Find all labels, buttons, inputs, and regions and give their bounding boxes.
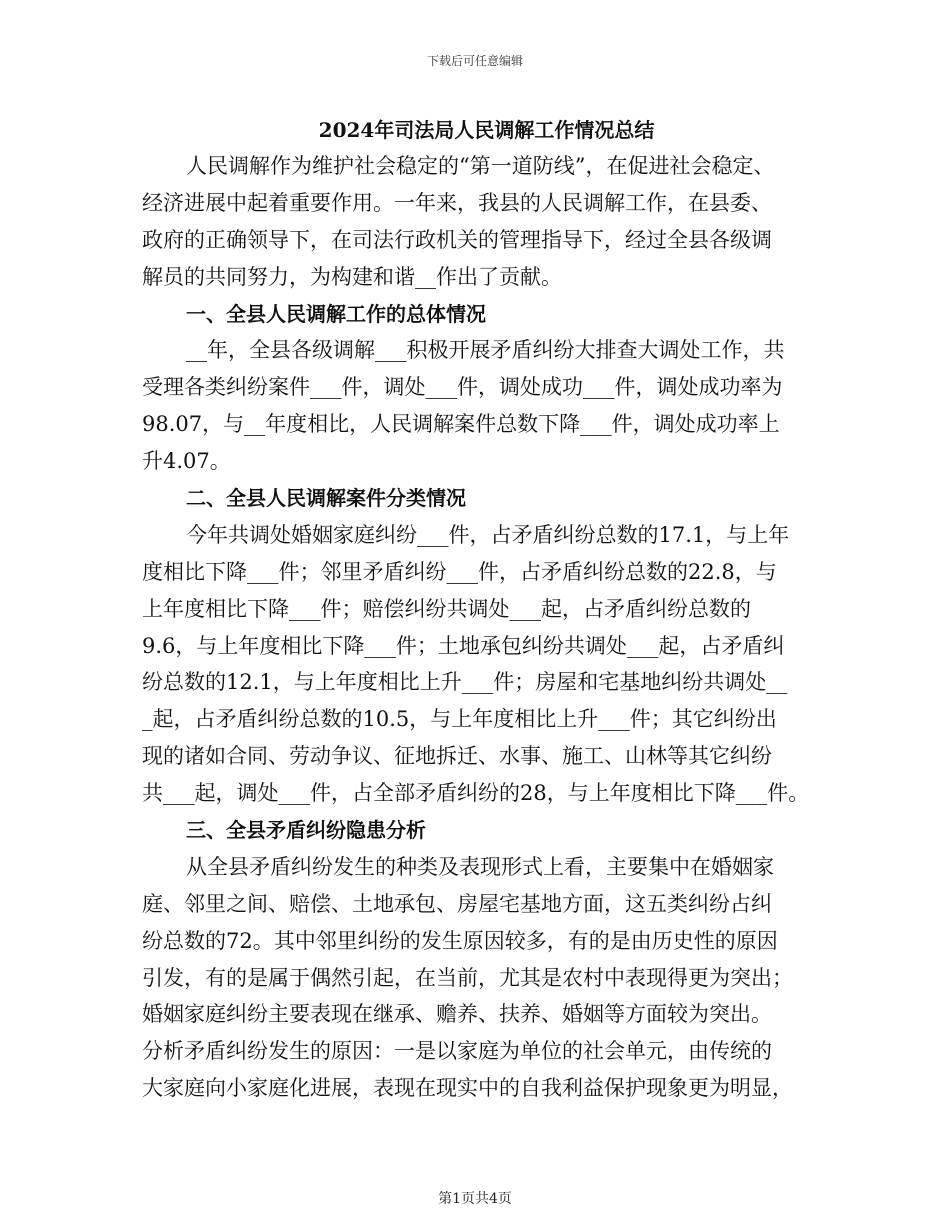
- paragraph-line: _起，占矛盾纠纷总数的10.5，与上年度相比上升___件；其它纠纷出: [142, 707, 777, 732]
- page-header: 下载后可任意编辑: [426, 54, 523, 68]
- paragraph-line: 引发，有的是属于偶然引起，在当前，尤其是农村中表现得更为突出；: [142, 965, 793, 990]
- paragraph-line: 受理各类纠纷案件___件，调处___件，调处成功___件，调处成功率为: [142, 375, 783, 400]
- paragraph-line: 纷总数的72。其中邻里纠纷的发生原因较多，有的是由历史性的原因: [142, 928, 778, 953]
- paragraph-line: 现的诸如合同、劳动争议、征地拆迁、水事、施工、山林等其它纠纷: [142, 744, 772, 769]
- paragraph-line: 9.6，与上年度相比下降___件；土地承包纠纷共调处___起，占矛盾纠: [142, 633, 785, 658]
- page-footer: 第1页共4页: [438, 1191, 512, 1207]
- paragraph-line: 98.07，与__年度相比，人民调解案件总数下降___件，调处成功率上: [142, 412, 780, 437]
- paragraph-line: 上年度相比下降___件；赔偿纠纷共调处___起，占矛盾纠纷总数的: [142, 596, 751, 621]
- section-heading: 三、全县矛盾纠纷隐患分析: [186, 818, 426, 843]
- paragraph-line: 大家庭向小家庭化进展，表现在现实中的自我利益保护现象更为明显，: [142, 1076, 793, 1101]
- document-body: [142, 112, 817, 1107]
- paragraph-line: 从全县矛盾纠纷发生的种类及表现形式上看，主要集中在婚姻家: [186, 854, 774, 879]
- paragraph-line: 解员的共同努力，为构建和谐__作出了贡献。: [142, 264, 562, 289]
- paragraph-line: 共___起，调处___件，占全部矛盾纠纷的28，与上年度相比下降___件。: [142, 781, 810, 806]
- paragraph-line: 婚姻家庭纠纷主要表现在继承、赡养、扶养、婚姻等方面较为突出。: [142, 1002, 772, 1027]
- section-heading: 一、全县人民调解工作的总体情况: [186, 301, 486, 326]
- paragraph-line: 经济进展中起着重要作用。一年来，我县的人民调解工作，在县委、: [142, 190, 772, 215]
- paragraph-line: __年，全县各级调解___积极开展矛盾纠纷大排查大调处工作，共: [186, 338, 785, 363]
- paragraph-line: 人民调解作为维护社会稳定的“第一道防线”，在促进社会稳定、: [186, 154, 775, 178]
- document-title: 2024年司法局人民调解工作情况总结: [318, 118, 655, 142]
- paragraph-line: 度相比下降___件；邻里矛盾纠纷___件，占矛盾纠纷总数的22.8，与: [142, 559, 777, 584]
- paragraph-line: 纷总数的12.1，与上年度相比上升___件；房屋和宅基地纠纷共调处__: [142, 670, 788, 695]
- paragraph-line: 政府的正确领导下，在司法行政机关的管理指导下，经过全县各级调: [142, 227, 772, 252]
- section-heading: 二、全县人民调解案件分类情况: [186, 486, 466, 511]
- paragraph-line: 分析矛盾纠纷发生的原因：一是以家庭为单位的社会单元，由传统的: [142, 1039, 772, 1064]
- paragraph-line: 升4.07。: [142, 449, 231, 474]
- paragraph-line: 今年共调处婚姻家庭纠纷___件，占矛盾纠纷总数的17.1，与上年: [186, 522, 790, 547]
- paragraph-line: 庭、邻里之间、赔偿、土地承包、房屋宅基地方面，这五类纠纷占纠: [142, 891, 772, 916]
